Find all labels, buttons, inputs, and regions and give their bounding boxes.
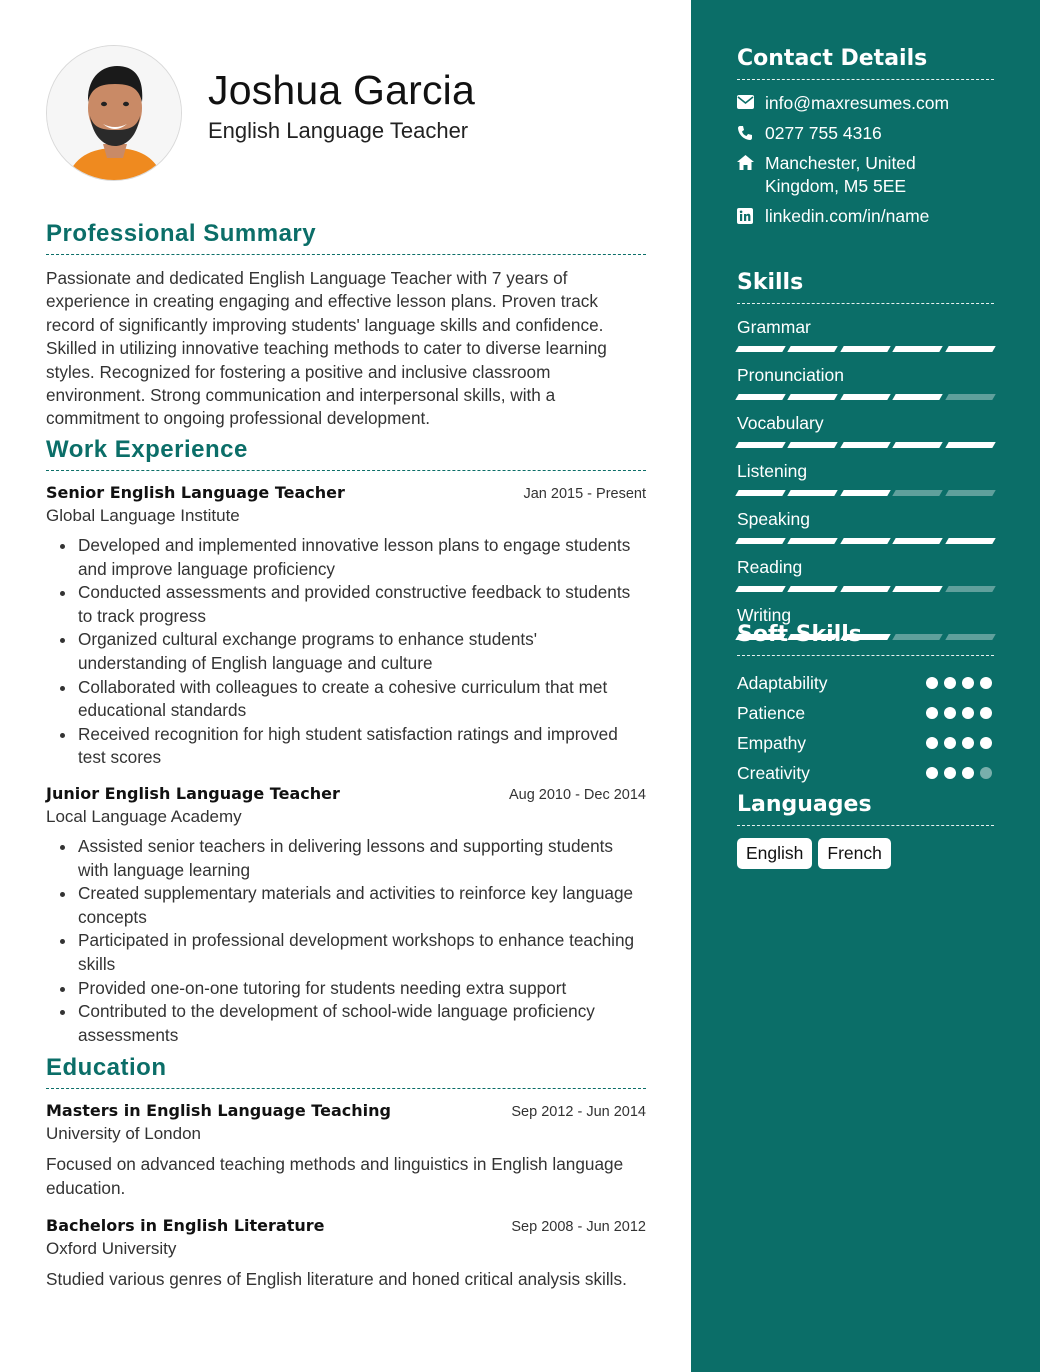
skill-bar-empty <box>945 490 996 496</box>
soft-skills-section <box>737 622 994 788</box>
skills-title: Skills <box>737 270 994 304</box>
soft-skills-list <box>737 668 994 788</box>
skill-name: Reading <box>737 557 803 577</box>
soft-skill-level-dots <box>926 767 994 779</box>
bullet-item: Organized cultural exchange programs to enhance students' understanding of English language and culture <box>78 628 646 675</box>
soft-skill-level-dots <box>926 677 994 689</box>
skill-name: Grammar <box>737 317 811 337</box>
skill-item <box>737 316 994 352</box>
skill-level-bars <box>737 586 994 592</box>
job-bullets <box>78 835 646 1047</box>
skill-bar-filled <box>840 346 891 352</box>
address-line-2: Kingdom, M5 5EE <box>765 176 907 196</box>
skills-list <box>737 316 994 640</box>
bullet-item: Assisted senior teachers in delivering lessons and supporting students with language learning <box>78 835 646 882</box>
skill-bar-filled <box>892 394 943 400</box>
degree-title: Masters in English Language Teaching <box>46 1101 391 1120</box>
skill-item <box>737 364 994 400</box>
resume-header <box>46 45 646 183</box>
skill-bar-filled <box>840 490 891 496</box>
education-title: Education <box>46 1054 646 1089</box>
skill-bar-filled <box>788 346 839 352</box>
skill-level-bars <box>737 394 994 400</box>
skill-item <box>737 508 994 544</box>
skill-bar-filled <box>735 538 786 544</box>
skill-bar-filled <box>840 442 891 448</box>
skill-bar-filled <box>788 442 839 448</box>
bullet-item: Participated in professional development workshops to enhance teaching skills <box>78 929 646 976</box>
languages-section <box>737 792 994 869</box>
address-line-1: Manchester, United <box>765 153 916 173</box>
school-name: Oxford University <box>46 1239 177 1258</box>
bullet-item: Received recognition for high student satisfaction ratings and improved test scores <box>78 723 646 770</box>
level-dot-filled <box>962 767 974 779</box>
experience-title: Work Experience <box>46 436 646 471</box>
language-tag: English <box>737 838 812 869</box>
job-organization: Global Language Institute <box>46 506 240 525</box>
soft-skill-name: Adaptability <box>737 672 828 693</box>
level-dot-filled <box>944 707 956 719</box>
job-title: Senior English Language Teacher <box>46 483 345 502</box>
languages-list <box>737 838 994 869</box>
soft-skill-name: Creativity <box>737 762 810 783</box>
skill-bar-filled <box>945 442 996 448</box>
job-title: Junior English Language Teacher <box>46 783 340 803</box>
skill-item <box>737 412 994 448</box>
summary-title: Professional Summary <box>46 220 646 255</box>
contact-title: Contact Details <box>737 46 994 80</box>
languages-title: Languages <box>737 792 994 826</box>
phone-icon <box>737 122 765 141</box>
contact-phone <box>737 122 994 145</box>
skill-bar-filled <box>892 538 943 544</box>
skill-item <box>737 460 994 496</box>
soft-skills-title: Soft Skills <box>737 622 994 656</box>
summary-section <box>46 220 646 431</box>
job-organization: Local Language Academy <box>46 806 242 826</box>
avatar-portrait <box>47 46 182 181</box>
language-tag: French <box>818 838 890 869</box>
skill-bar-filled <box>892 442 943 448</box>
skill-bar-filled <box>840 394 891 400</box>
contact-section <box>737 46 994 235</box>
soft-skill-item <box>737 728 994 758</box>
home-icon <box>737 152 765 170</box>
level-dot-filled <box>944 677 956 689</box>
summary-text: Passionate and dedicated English Language Teacher with 7 years of experience in creating engaging and effective lesson plans. Proven track record of significantly improving students' language skills and confidence. Skilled in utilizing innovative teaching methods to cater to diverse learning styles. Recognized for fostering a positive and inclusive classroom environment. Strong communication and interpersonal skills, with a commitment to ongoing professional development. <box>46 268 607 429</box>
level-dot-filled <box>980 677 992 689</box>
level-dot-filled <box>926 737 938 749</box>
skill-bar-filled <box>892 586 943 592</box>
skill-bar-filled <box>788 394 839 400</box>
experience-section <box>46 436 646 1061</box>
education-entry <box>46 1216 646 1291</box>
level-dot-filled <box>962 737 974 749</box>
degree-title: Bachelors in English Literature <box>46 1216 325 1235</box>
skill-level-bars <box>737 538 994 544</box>
soft-skill-name: Empathy <box>737 732 807 753</box>
avatar <box>46 45 182 181</box>
skill-bar-empty <box>945 394 996 400</box>
phone-text[interactable]: 0277 755 4316 <box>765 123 882 143</box>
skill-bar-filled <box>945 346 996 352</box>
candidate-name: Joshua Garcia <box>208 67 475 113</box>
skill-bar-filled <box>840 586 891 592</box>
bullet-item: Contributed to the development of school-wide language proficiency assessments <box>78 1000 646 1047</box>
email-text[interactable]: info@maxresumes.com <box>765 93 950 113</box>
level-dot-filled <box>944 767 956 779</box>
level-dot-filled <box>980 707 992 719</box>
bullet-item: Created supplementary materials and activities to reinforce key language concepts <box>78 882 646 929</box>
sidebar <box>691 0 1040 1372</box>
skill-bar-filled <box>735 442 786 448</box>
job-date: Aug 2010 - Dec 2014 <box>508 786 646 803</box>
skill-bar-filled <box>840 538 891 544</box>
soft-skill-level-dots <box>926 737 994 749</box>
bullet-item: Developed and implemented innovative lesson plans to engage students and improve language proficiency <box>78 534 646 581</box>
education-date: Sep 2008 - Jun 2012 <box>511 1219 646 1235</box>
school-name: University of London <box>46 1124 201 1143</box>
education-description: Studied various genres of English literature and honed critical analysis skills. <box>46 1269 627 1289</box>
level-dot-filled <box>944 737 956 749</box>
linkedin-icon <box>737 205 765 224</box>
skill-name: Vocabulary <box>737 413 824 433</box>
level-dot-filled <box>980 737 992 749</box>
job-date: Jan 2015 - Present <box>523 486 646 502</box>
skills-section <box>737 270 994 652</box>
skill-bar-filled <box>735 394 786 400</box>
skill-bar-filled <box>788 538 839 544</box>
skill-bar-filled <box>788 586 839 592</box>
level-dot-filled <box>962 707 974 719</box>
soft-skill-item <box>737 698 994 728</box>
bullet-item: Provided one-on-one tutoring for students needing extra support <box>78 977 646 1001</box>
linkedin-text[interactable]: linkedin.com/in/name <box>765 206 930 226</box>
contact-linkedin <box>737 205 994 228</box>
education-entry <box>46 1101 646 1200</box>
skill-name: Speaking <box>737 509 810 529</box>
skill-bar-filled <box>735 346 786 352</box>
contact-email <box>737 92 994 115</box>
skill-name: Pronunciation <box>737 365 845 385</box>
job-entry <box>46 784 646 1047</box>
skill-level-bars <box>737 346 994 352</box>
level-dot-empty <box>980 767 992 779</box>
soft-skill-name: Patience <box>737 702 806 723</box>
skill-level-bars <box>737 442 994 448</box>
job-bullets <box>78 534 646 770</box>
level-dot-filled <box>926 677 938 689</box>
skill-name: Listening <box>737 461 808 481</box>
level-dot-filled <box>926 707 938 719</box>
skill-bar-empty <box>892 490 943 496</box>
skill-level-bars <box>737 490 994 496</box>
level-dot-filled <box>962 677 974 689</box>
address-text <box>765 152 916 198</box>
contact-address <box>737 152 994 198</box>
skill-bar-filled <box>892 346 943 352</box>
candidate-role: English Language Teacher <box>208 118 469 143</box>
skill-bar-filled <box>788 490 839 496</box>
skill-bar-empty <box>945 586 996 592</box>
bullet-item: Conducted assessments and provided constructive feedback to students to track progress <box>78 581 646 628</box>
bullet-item: Collaborated with colleagues to create a cohesive curriculum that met educational standards <box>78 676 646 723</box>
education-date: Sep 2012 - Jun 2014 <box>511 1104 646 1120</box>
education-description: Focused on advanced teaching methods and linguistics in English language education. <box>46 1154 624 1198</box>
skill-bar-filled <box>735 586 786 592</box>
skill-name: Writing <box>737 605 792 625</box>
soft-skill-item <box>737 758 994 788</box>
education-section <box>46 1054 646 1307</box>
level-dot-filled <box>926 767 938 779</box>
skill-item <box>737 556 994 592</box>
soft-skill-level-dots <box>926 707 994 719</box>
skill-bar-filled <box>945 538 996 544</box>
skill-bar-filled <box>735 490 786 496</box>
soft-skill-item <box>737 668 994 698</box>
envelope-icon <box>737 92 765 109</box>
job-entry <box>46 483 646 770</box>
